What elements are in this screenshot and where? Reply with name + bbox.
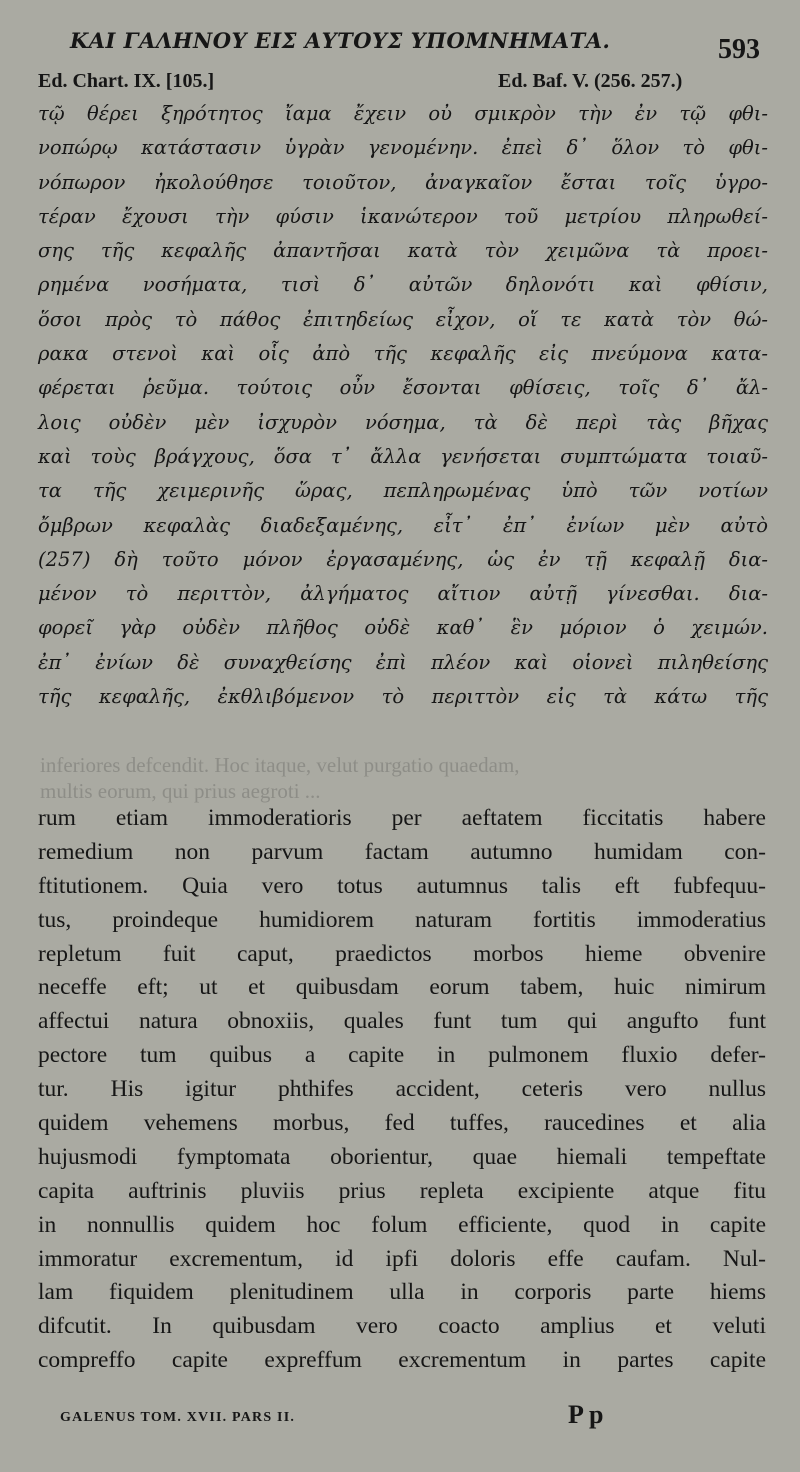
latin-line: compreffo capite expreffum excrementum in partes capite: [38, 1347, 766, 1374]
greek-line: μένον τὸ περιττὸν, ἀλγήματος αἴτιον αὐτῇ γίνεσθαι. δια-: [38, 582, 768, 606]
greek-line: ὅσοι πρὸς τὸ πάθος ἐπιτηδείως εἶχον, οἵ τε κατὰ τὸν θώ-: [38, 307, 768, 331]
greek-line: ἐπ᾽ ἐνίων δὲ συναχθείσης ἐπὶ πλέον καὶ οἱονεὶ πιληθείσης: [38, 650, 768, 674]
latin-line: pectore tum quibus a capite in pulmonem fluxio defer-: [38, 1042, 766, 1069]
latin-line: immoratur excrementum, id ipfi doloris effe caufam. Nul-: [38, 1245, 766, 1272]
greek-line: (257) δὴ τοῦτο μόνον ἐργασαμένης, ὡς ἐν τῇ κεφαλῇ δια-: [38, 547, 768, 571]
greek-line: ὄμβρων κεφαλὰς διαδεξαμένης, εἶτ᾽ ἐπ᾽ ἐνίων μὲν αὐτὸ: [38, 513, 768, 537]
latin-line: lam fiquidem plenitudinem ulla in corporis parte hiems: [38, 1279, 766, 1306]
greek-line: τα τῆς χειμερινῆς ὥρας, πεπληρωμένας ὑπὸ τῶν νοτίων: [38, 479, 768, 503]
bleed-through-line: multis eorum, qui prius aegroti ...: [40, 779, 321, 803]
greek-line: φέρεται ῥεῦμα. τούτοις οὖν ἔσονται φθίσεις, τοῖς δ᾽ ἄλ-: [38, 376, 768, 400]
greek-line: τέραν ἔχουσι τὴν φύσιν ἱκανώτερον τοῦ μετρίου πληρωθεί-: [38, 204, 768, 228]
bleed-through-line: inferiores defcendit. Hoc itaque, velut purgatio quaedam,: [40, 753, 520, 777]
running-head: ΚΑΙ ΓΑΛΗΝΟΥ ΕΙΣ ΑΥΤΟΥΣ ΥΠΟΜΝΗΜΑΤΑ.: [70, 28, 611, 53]
greek-text-block: [38, 97, 768, 714]
greek-line: νόπωρον ἠκολούθησε τοιοῦτον, ἀναγκαῖον ἔσται τοῖς ὑγρο-: [38, 170, 768, 194]
latin-line: hujusmodi fymptomata oborientur, quae hiemali tempeftate: [38, 1143, 766, 1170]
latin-text-block: [38, 802, 766, 1378]
latin-line: quidem vehemens morbus, fed tuffes, raucedines et alia: [38, 1110, 766, 1137]
bleed-through-text: [40, 752, 770, 804]
latin-line: difcutit. In quibusdam vero coacto amplius et veluti: [38, 1313, 766, 1340]
greek-line: ρημένα νοσήματα, τισὶ δ᾽ αὐτῶν δηλονότι καὶ φθίσιν,: [38, 273, 768, 297]
signature-line: GALENUS TOM. XVII. PARS II.: [60, 1410, 296, 1425]
greek-line: σης τῆς κεφαλῆς ἀπαντῆσαι κατὰ τὸν χειμῶνα τὰ προει-: [38, 239, 768, 263]
greek-line: φορεῖ γὰρ οὐδὲν πλῆθος οὐδὲ καθ᾽ ἓν μόριον ὁ χειμών.: [38, 616, 768, 640]
edition-reference-right: Ed. Baf. V. (256. 257.): [498, 70, 683, 92]
latin-line: tur. His igitur phthifes accident, ceteris vero nullus: [38, 1076, 766, 1103]
latin-line: ftitutionem. Quia vero totus autumnus talis eft fubfequu-: [38, 872, 766, 899]
greek-line: τῷ θέρει ξηρότητος ἴαμα ἔχειν οὐ σμικρὸν τὴν ἐν τῷ φθι-: [38, 102, 768, 125]
latin-line: repletum fuit caput, praedictos morbos hieme obvenire: [38, 940, 766, 967]
latin-line: remedium non parvum factam autumno humidam con-: [38, 838, 766, 865]
greek-line: τῆς κεφαλῆς, ἐκθλιβόμενον τὸ περιττὸν εἰς τὰ κάτω τῆς: [38, 685, 768, 709]
latin-line: capita auftrinis pluviis prius repleta excipiente atque fitu: [38, 1177, 766, 1204]
greek-line: ρακα στενοὶ καὶ οἷς ἀπὸ τῆς κεφαλῆς εἰς πνεύμονα κατα-: [38, 342, 768, 366]
page-number: 593: [718, 34, 760, 65]
latin-line: affectui natura obnoxiis, quales funt tum qui angufto funt: [38, 1008, 766, 1035]
greek-line: λοις οὐδὲν μὲν ἰσχυρὸν νόσημα, τὰ δὲ περὶ τὰς βῆχας: [38, 410, 768, 434]
latin-line: neceffe eft; ut et quibusdam eorum tabem, huic nimirum: [38, 974, 766, 1001]
latin-line: rum etiam immoderatioris per aeftatem ficcitatis habere: [38, 805, 766, 831]
latin-line: tus, proindeque humidiorem naturam fortitis immoderatius: [38, 906, 766, 933]
latin-line: in nonnullis quidem hoc folum efficiente, quod in capite: [38, 1211, 766, 1238]
greek-line: νοπώρῳ κατάστασιν ὑγρὰν γενομένην. ἐπεὶ δ᾽ ὅλον τὸ φθι-: [38, 136, 768, 160]
signature-mark: P p: [568, 1400, 604, 1429]
edition-reference-left: Ed. Chart. IX. [105.]: [38, 70, 215, 92]
greek-line: καὶ τοὺς βράγχους, ὅσα τ᾽ ἄλλα γενήσεται συμπτώματα τοιαῦ-: [38, 444, 768, 468]
